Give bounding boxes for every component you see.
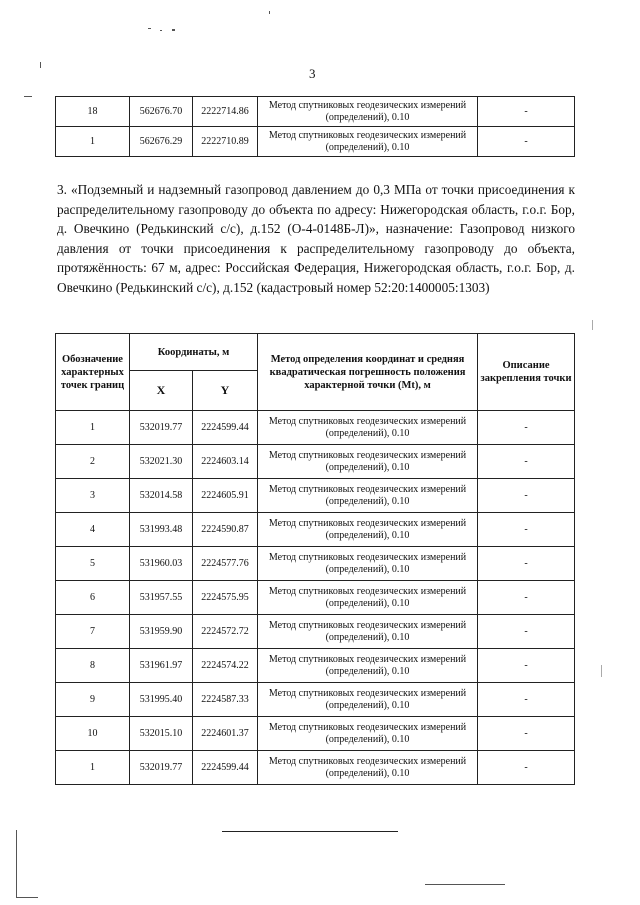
x-cell: 531960.03: [130, 547, 193, 581]
table-row: [56, 717, 575, 751]
point-cell: 18: [56, 97, 130, 127]
method-cell: Метод спутниковых геодезических измерений (определений), 0.10: [258, 97, 478, 127]
x-cell: 532015.10: [130, 717, 193, 751]
description-cell: -: [478, 615, 575, 649]
scan-edge: [16, 830, 17, 898]
scan-speck: [40, 62, 41, 68]
point-cell: 3: [56, 479, 130, 513]
scan-stroke: [425, 884, 505, 885]
header-y: Y: [193, 371, 258, 411]
signature-line: [222, 831, 398, 832]
table-row: [56, 127, 575, 157]
y-cell: 2224574.22: [193, 649, 258, 683]
y-cell: 2224572.72: [193, 615, 258, 649]
x-cell: 532014.58: [130, 479, 193, 513]
table-row: [56, 581, 575, 615]
top-coordinates-table: [55, 96, 575, 157]
point-cell: 10: [56, 717, 130, 751]
y-cell: 2224587.33: [193, 683, 258, 717]
y-cell: 2224603.14: [193, 445, 258, 479]
table-row: [56, 683, 575, 717]
method-cell: Метод спутниковых геодезических измерений (определений), 0.10: [258, 479, 478, 513]
method-cell: Метод спутниковых геодезических измерений (определений), 0.10: [258, 581, 478, 615]
header-x: X: [130, 371, 193, 411]
x-cell: 562676.70: [130, 97, 193, 127]
point-cell: 2: [56, 445, 130, 479]
description-cell: -: [478, 649, 575, 683]
y-cell: 2224601.37: [193, 717, 258, 751]
scan-speck: [24, 96, 32, 97]
point-cell: 1: [56, 411, 130, 445]
scan-speck: [592, 320, 593, 330]
method-cell: Метод спутниковых геодезических измерений (определений), 0.10: [258, 411, 478, 445]
x-cell: 531957.55: [130, 581, 193, 615]
y-cell: 2222714.86: [193, 97, 258, 127]
point-cell: 1: [56, 127, 130, 157]
x-cell: 532019.77: [130, 751, 193, 785]
point-cell: 4: [56, 513, 130, 547]
point-cell: 9: [56, 683, 130, 717]
scan-speck: [160, 30, 162, 31]
header-description: Описание закрепления точки: [478, 334, 575, 411]
scan-speck: [269, 11, 270, 14]
x-cell: 531995.40: [130, 683, 193, 717]
y-cell: 2224577.76: [193, 547, 258, 581]
method-cell: Метод спутниковых геодезических измерений (определений), 0.10: [258, 547, 478, 581]
table-row: [56, 97, 575, 127]
method-cell: Метод спутниковых геодезических измерений (определений), 0.10: [258, 751, 478, 785]
scan-edge: [16, 897, 38, 898]
point-cell: 5: [56, 547, 130, 581]
main-coordinates-table: [55, 333, 575, 785]
scan-speck: [148, 28, 151, 29]
method-cell: Метод спутниковых геодезических измерений (определений), 0.10: [258, 127, 478, 157]
x-cell: 532019.77: [130, 411, 193, 445]
y-cell: 2224599.44: [193, 751, 258, 785]
table-row: [56, 445, 575, 479]
table-row: [56, 513, 575, 547]
description-cell: -: [478, 717, 575, 751]
x-cell: 531993.48: [130, 513, 193, 547]
y-cell: 2224599.44: [193, 411, 258, 445]
table-row: [56, 411, 575, 445]
description-cell: -: [478, 127, 575, 157]
x-cell: 562676.29: [130, 127, 193, 157]
method-cell: Метод спутниковых геодезических измерений (определений), 0.10: [258, 683, 478, 717]
description-cell: -: [478, 547, 575, 581]
description-cell: -: [478, 751, 575, 785]
description-cell: -: [478, 97, 575, 127]
description-cell: -: [478, 479, 575, 513]
page-number: 3: [309, 66, 316, 81]
method-cell: Метод спутниковых геодезических измерений (определений), 0.10: [258, 615, 478, 649]
y-cell: 2224575.95: [193, 581, 258, 615]
description-cell: -: [478, 513, 575, 547]
y-cell: 2224605.91: [193, 479, 258, 513]
table-row: [56, 479, 575, 513]
point-cell: 1: [56, 751, 130, 785]
description-cell: -: [478, 683, 575, 717]
method-cell: Метод спутниковых геодезических измерений (определений), 0.10: [258, 445, 478, 479]
point-cell: 8: [56, 649, 130, 683]
table-row: [56, 547, 575, 581]
header-coordinates: Координаты, м: [130, 334, 258, 371]
header-method: Метод определения координат и средняя квадратическая погрешность положения характерной точки (Mt), м: [258, 334, 478, 411]
scan-speck: [172, 29, 175, 31]
method-cell: Метод спутниковых геодезических измерений (определений), 0.10: [258, 717, 478, 751]
x-cell: 531959.90: [130, 615, 193, 649]
header-point: Обозначение характерных точек границ: [56, 334, 130, 411]
y-cell: 2222710.89: [193, 127, 258, 157]
x-cell: 532021.30: [130, 445, 193, 479]
x-cell: 531961.97: [130, 649, 193, 683]
method-cell: Метод спутниковых геодезических измерений (определений), 0.10: [258, 513, 478, 547]
point-cell: 7: [56, 615, 130, 649]
description-cell: -: [478, 411, 575, 445]
object-description-paragraph: 3. «Подземный и надземный газопровод давлением до 0,3 МПа от точки присоединения к распределительному газопроводу до объекта по адресу: Нижегородская область, г.о.г. Бор, д. Овечкино (Редькинский с/с), д.152 (О-4-0148Б-Л)», назначение: Газопровод низкого давления от точки присоединения к распределительному газопроводу до объекта, протяжённость: 67 м, адрес: Российская Федерация, Нижегородская область, г.о.г. Бор, д. Овечкино (Редькинский с/с), д.152 (кадастровый номер 52:20:1400005:1303): [57, 182, 575, 295]
description-cell: -: [478, 581, 575, 615]
scan-speck: [601, 665, 602, 677]
point-cell: 6: [56, 581, 130, 615]
table-row: [56, 649, 575, 683]
table-row: [56, 615, 575, 649]
description-cell: -: [478, 445, 575, 479]
method-cell: Метод спутниковых геодезических измерений (определений), 0.10: [258, 649, 478, 683]
table-row: [56, 751, 575, 785]
y-cell: 2224590.87: [193, 513, 258, 547]
